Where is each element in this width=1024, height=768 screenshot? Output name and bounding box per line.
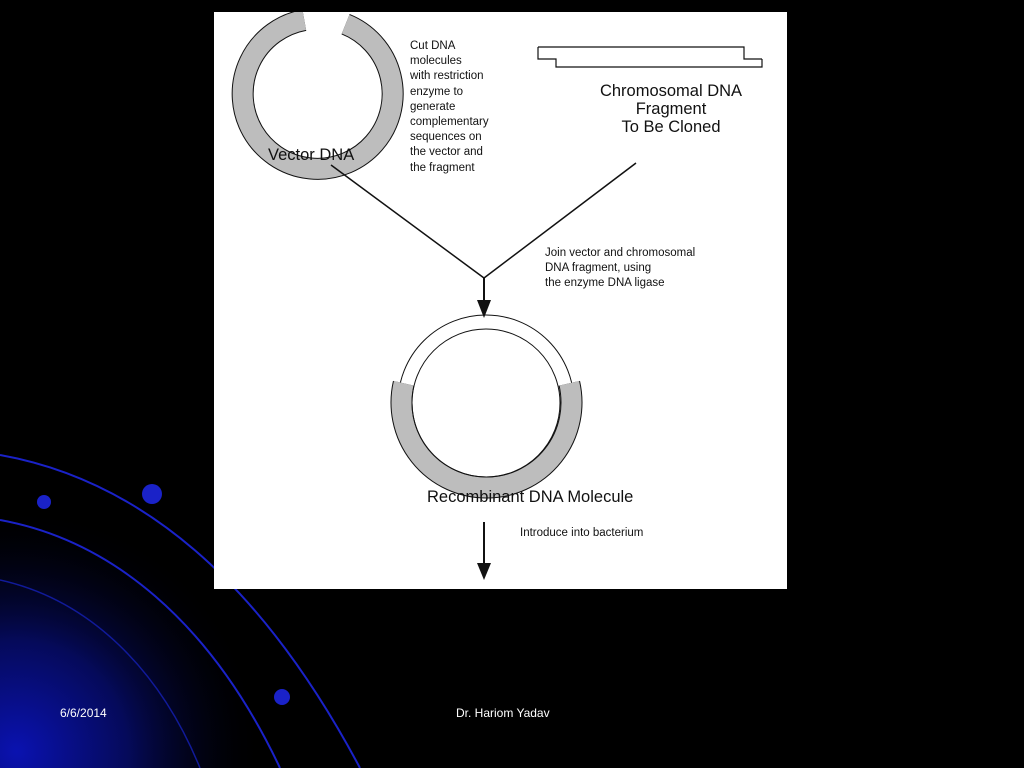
decor-dot [37,495,51,509]
footer-author: Dr. Hariom Yadav [456,706,550,720]
note-line: enzyme to [410,85,464,98]
label-line: Chromosomal DNA [599,82,743,100]
recombinant-dna-label: Recombinant DNA Molecule [427,488,634,506]
recombinant-dna-ring [398,315,574,491]
decor-dot [274,689,290,705]
diagram-panel [214,12,787,589]
vector-dna-label: Vector DNA [268,146,355,164]
note-line: complementary [410,116,489,129]
note-line: Join vector and chromosomal [545,247,696,259]
label-line: Fragment [635,100,707,118]
cut-dna-note [410,39,489,176]
note-line: sequences on [410,131,482,144]
note-line: with restriction [410,70,484,83]
note-line: Cut DNA [410,40,456,52]
introduce-note: Introduce into bacterium [520,527,644,539]
note-line: molecules [410,55,462,68]
chromosomal-dna-fragment [538,47,762,67]
chromosomal-dna-label [566,82,776,136]
label-line: To Be Cloned [621,118,721,136]
note-line: DNA fragment, using [545,262,652,275]
note-line: the vector and [410,146,483,159]
note-line: generate [410,100,456,113]
down-arrow-icon [477,563,491,580]
footer-date: 6/6/2014 [60,706,107,720]
decor-dot [142,484,162,504]
note-line: the enzyme DNA ligase [545,277,665,290]
connector-line [331,165,484,278]
note-line: the fragment [410,161,475,174]
join-note [545,246,695,292]
